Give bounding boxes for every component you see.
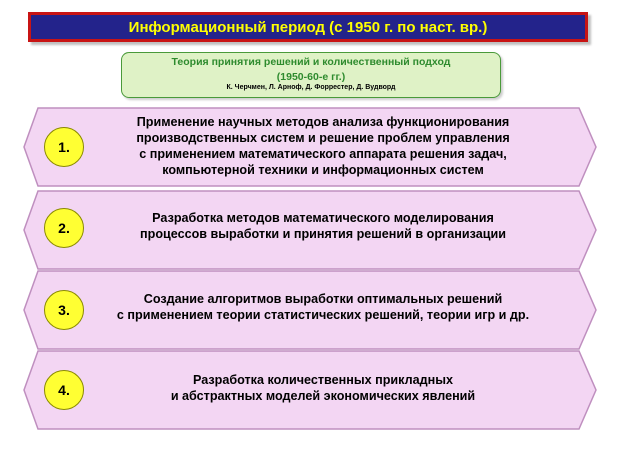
item-4-line-1: Разработка количественных прикладных	[193, 373, 453, 387]
item-1-line-3: с применением математического аппарата решения задач,	[139, 147, 507, 161]
item-3-number: 3.	[58, 302, 70, 318]
item-4-text	[108, 372, 538, 404]
item-4-number-badge	[44, 370, 84, 410]
item-3-line-2: с применением теории статистических решений, теории игр и др.	[116, 308, 530, 322]
item-1	[22, 107, 598, 187]
page-title-text: Информационный период (с 1950 г. по наст. вр.)	[128, 18, 488, 36]
item-1-line-1: Применение научных методов анализа функционирования	[136, 115, 510, 129]
item-2-text	[108, 210, 538, 242]
item-1-number-badge	[44, 127, 84, 167]
item-2-number-badge	[44, 208, 84, 248]
item-2-line-1: Разработка методов математического моделирования	[152, 211, 494, 225]
item-3-line-1: Создание алгоритмов выработки оптимальных решений	[143, 292, 503, 306]
item-2-line-2: процессов выработки и принятия решений в организации	[140, 227, 506, 241]
item-1-line-4: компьютерной техники и информационных систем	[162, 163, 484, 177]
page-title	[28, 12, 588, 42]
item-1-text	[108, 114, 538, 178]
subtitle-line-1: Теория принятия решений и количественный подход	[171, 56, 451, 68]
subtitle-authors: К. Черчмен, Л. Арноф, Д. Форрестер, Д. Вудворд	[226, 84, 396, 91]
subtitle-box	[121, 52, 501, 98]
item-4	[22, 350, 598, 430]
item-1-line-2: производственных систем и решение проблем управления	[136, 131, 510, 145]
item-3-text	[108, 291, 538, 323]
item-2-number: 2.	[58, 220, 70, 236]
subtitle-line-2: (1950-60-е гг.)	[276, 71, 346, 83]
item-2	[22, 190, 598, 270]
item-4-number: 4.	[58, 382, 70, 398]
item-4-line-2: и абстрактных моделей экономических явлений	[170, 389, 476, 403]
item-3-number-badge	[44, 290, 84, 330]
item-1-number: 1.	[58, 139, 70, 155]
item-3	[22, 270, 598, 350]
